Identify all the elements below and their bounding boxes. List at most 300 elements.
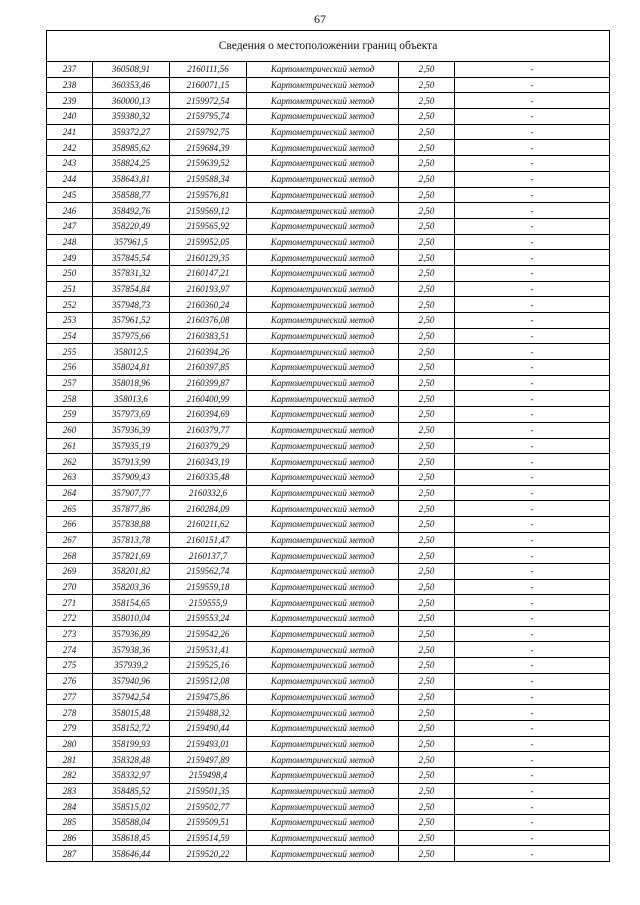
- accuracy-cell: 2,50: [399, 328, 455, 344]
- y-coordinate-cell: 2160399,87: [170, 375, 247, 391]
- y-coordinate-cell: 2160360,24: [170, 297, 247, 313]
- point-number-cell: 265: [47, 501, 93, 517]
- y-coordinate-cell: 2159531,41: [170, 642, 247, 658]
- y-coordinate-cell: 2159576,81: [170, 187, 247, 203]
- point-number-cell: 286: [47, 830, 93, 846]
- description-cell: -: [455, 422, 610, 438]
- accuracy-cell: 2,50: [399, 689, 455, 705]
- table-row: [47, 548, 610, 564]
- method-cell: Картометрический метод: [247, 265, 399, 281]
- table-row: [47, 234, 610, 250]
- method-cell: Картометрический метод: [247, 611, 399, 627]
- method-cell: Картометрический метод: [247, 579, 399, 595]
- table-row: [47, 673, 610, 689]
- description-cell: -: [455, 250, 610, 266]
- point-number-cell: 240: [47, 109, 93, 125]
- table-row: [47, 658, 610, 674]
- x-coordinate-cell: 358015,48: [93, 705, 170, 721]
- x-coordinate-cell: 357913,99: [93, 454, 170, 470]
- point-number-cell: 257: [47, 375, 93, 391]
- table-row: [47, 705, 610, 721]
- accuracy-cell: 2,50: [399, 783, 455, 799]
- accuracy-cell: 2,50: [399, 626, 455, 642]
- accuracy-cell: 2,50: [399, 77, 455, 93]
- method-cell: Картометрический метод: [247, 171, 399, 187]
- table-body: [47, 62, 610, 862]
- method-cell: Картометрический метод: [247, 595, 399, 611]
- description-cell: -: [455, 265, 610, 281]
- x-coordinate-cell: 358013,6: [93, 391, 170, 407]
- y-coordinate-cell: 2159542,26: [170, 626, 247, 642]
- description-cell: -: [455, 673, 610, 689]
- y-coordinate-cell: 2160400,99: [170, 391, 247, 407]
- accuracy-cell: 2,50: [399, 736, 455, 752]
- accuracy-cell: 2,50: [399, 454, 455, 470]
- y-coordinate-cell: 2160137,7: [170, 548, 247, 564]
- point-number-cell: 256: [47, 360, 93, 376]
- x-coordinate-cell: 357940,96: [93, 673, 170, 689]
- x-coordinate-cell: 358492,76: [93, 203, 170, 219]
- point-number-cell: 239: [47, 93, 93, 109]
- page-number: 67: [314, 12, 326, 26]
- point-number-cell: 276: [47, 673, 93, 689]
- method-cell: Картометрический метод: [247, 689, 399, 705]
- description-cell: -: [455, 815, 610, 831]
- point-number-cell: 258: [47, 391, 93, 407]
- y-coordinate-cell: 2160343,19: [170, 454, 247, 470]
- accuracy-cell: 2,50: [399, 62, 455, 78]
- y-coordinate-cell: 2159565,92: [170, 218, 247, 234]
- table-row: [47, 720, 610, 736]
- table-row: [47, 767, 610, 783]
- y-coordinate-cell: 2160211,62: [170, 516, 247, 532]
- method-cell: Картометрический метод: [247, 673, 399, 689]
- x-coordinate-cell: 358018,96: [93, 375, 170, 391]
- point-number-cell: 268: [47, 548, 93, 564]
- method-cell: Картометрический метод: [247, 281, 399, 297]
- y-coordinate-cell: 2159509,51: [170, 815, 247, 831]
- accuracy-cell: 2,50: [399, 234, 455, 250]
- method-cell: Картометрический метод: [247, 658, 399, 674]
- y-coordinate-cell: 2160193,97: [170, 281, 247, 297]
- table-row: [47, 736, 610, 752]
- table-row: [47, 579, 610, 595]
- method-cell: Картометрический метод: [247, 250, 399, 266]
- table-row: [47, 564, 610, 580]
- accuracy-cell: 2,50: [399, 391, 455, 407]
- table-row: [47, 93, 610, 109]
- point-number-cell: 243: [47, 156, 93, 172]
- x-coordinate-cell: 358201,82: [93, 564, 170, 580]
- accuracy-cell: 2,50: [399, 799, 455, 815]
- point-number-cell: 280: [47, 736, 93, 752]
- method-cell: Картометрический метод: [247, 77, 399, 93]
- accuracy-cell: 2,50: [399, 360, 455, 376]
- point-number-cell: 248: [47, 234, 93, 250]
- description-cell: -: [455, 705, 610, 721]
- x-coordinate-cell: 357909,43: [93, 469, 170, 485]
- x-coordinate-cell: 357838,88: [93, 516, 170, 532]
- accuracy-cell: 2,50: [399, 156, 455, 172]
- y-coordinate-cell: 2159512,08: [170, 673, 247, 689]
- y-coordinate-cell: 2159553,24: [170, 611, 247, 627]
- description-cell: -: [455, 140, 610, 156]
- method-cell: Картометрический метод: [247, 328, 399, 344]
- table-row: [47, 799, 610, 815]
- y-coordinate-cell: 2160332,6: [170, 485, 247, 501]
- table-row: [47, 124, 610, 140]
- table-row: [47, 642, 610, 658]
- point-number-cell: 259: [47, 407, 93, 423]
- point-number-cell: 247: [47, 218, 93, 234]
- table-row: [47, 783, 610, 799]
- point-number-cell: 270: [47, 579, 93, 595]
- y-coordinate-cell: 2159559,18: [170, 579, 247, 595]
- table-row: [47, 516, 610, 532]
- x-coordinate-cell: 358985,62: [93, 140, 170, 156]
- method-cell: Картометрический метод: [247, 156, 399, 172]
- accuracy-cell: 2,50: [399, 673, 455, 689]
- table-row: [47, 250, 610, 266]
- x-coordinate-cell: 357938,36: [93, 642, 170, 658]
- method-cell: Картометрический метод: [247, 375, 399, 391]
- method-cell: Картометрический метод: [247, 454, 399, 470]
- point-number-cell: 253: [47, 313, 93, 329]
- accuracy-cell: 2,50: [399, 203, 455, 219]
- accuracy-cell: 2,50: [399, 281, 455, 297]
- method-cell: Картометрический метод: [247, 422, 399, 438]
- description-cell: -: [455, 626, 610, 642]
- description-cell: -: [455, 124, 610, 140]
- x-coordinate-cell: 358646,44: [93, 846, 170, 862]
- description-cell: -: [455, 548, 610, 564]
- description-cell: -: [455, 611, 610, 627]
- table-row: [47, 595, 610, 611]
- table-row: [47, 815, 610, 831]
- method-cell: Картометрический метод: [247, 501, 399, 517]
- accuracy-cell: 2,50: [399, 375, 455, 391]
- table-row: [47, 265, 610, 281]
- description-cell: -: [455, 109, 610, 125]
- y-coordinate-cell: 2159525,16: [170, 658, 247, 674]
- point-number-cell: 284: [47, 799, 93, 815]
- method-cell: Картометрический метод: [247, 516, 399, 532]
- description-cell: -: [455, 501, 610, 517]
- x-coordinate-cell: 358203,36: [93, 579, 170, 595]
- point-number-cell: 261: [47, 438, 93, 454]
- boundary-coordinates-table: [46, 30, 610, 862]
- y-coordinate-cell: 2159502,77: [170, 799, 247, 815]
- x-coordinate-cell: 357975,66: [93, 328, 170, 344]
- accuracy-cell: 2,50: [399, 658, 455, 674]
- method-cell: Картометрический метод: [247, 124, 399, 140]
- table-title: Сведения о местоположении границ объекта: [47, 31, 610, 62]
- table-row: [47, 109, 610, 125]
- accuracy-cell: 2,50: [399, 815, 455, 831]
- accuracy-cell: 2,50: [399, 109, 455, 125]
- method-cell: Картометрический метод: [247, 203, 399, 219]
- accuracy-cell: 2,50: [399, 438, 455, 454]
- accuracy-cell: 2,50: [399, 564, 455, 580]
- point-number-cell: 287: [47, 846, 93, 862]
- method-cell: Картометрический метод: [247, 407, 399, 423]
- table-row: [47, 297, 610, 313]
- y-coordinate-cell: 2160383,51: [170, 328, 247, 344]
- x-coordinate-cell: 358328,48: [93, 752, 170, 768]
- y-coordinate-cell: 2159972,54: [170, 93, 247, 109]
- table-row: [47, 752, 610, 768]
- description-cell: -: [455, 375, 610, 391]
- description-cell: -: [455, 391, 610, 407]
- table-row: [47, 391, 610, 407]
- table-row: [47, 407, 610, 423]
- accuracy-cell: 2,50: [399, 579, 455, 595]
- table-row: [47, 281, 610, 297]
- method-cell: Картометрический метод: [247, 313, 399, 329]
- method-cell: Картометрический метод: [247, 360, 399, 376]
- method-cell: Картометрический метод: [247, 218, 399, 234]
- description-cell: -: [455, 328, 610, 344]
- table-row: [47, 454, 610, 470]
- y-coordinate-cell: 2159475,86: [170, 689, 247, 705]
- accuracy-cell: 2,50: [399, 705, 455, 721]
- accuracy-cell: 2,50: [399, 846, 455, 862]
- accuracy-cell: 2,50: [399, 187, 455, 203]
- method-cell: Картометрический метод: [247, 187, 399, 203]
- accuracy-cell: 2,50: [399, 344, 455, 360]
- method-cell: Картометрический метод: [247, 532, 399, 548]
- table-row: [47, 360, 610, 376]
- description-cell: -: [455, 438, 610, 454]
- table-row: [47, 218, 610, 234]
- description-cell: -: [455, 564, 610, 580]
- point-number-cell: 237: [47, 62, 93, 78]
- point-number-cell: 263: [47, 469, 93, 485]
- point-number-cell: 283: [47, 783, 93, 799]
- description-cell: -: [455, 485, 610, 501]
- y-coordinate-cell: 2160397,85: [170, 360, 247, 376]
- method-cell: Картометрический метод: [247, 469, 399, 485]
- accuracy-cell: 2,50: [399, 124, 455, 140]
- description-cell: -: [455, 454, 610, 470]
- method-cell: Картометрический метод: [247, 548, 399, 564]
- x-coordinate-cell: 358588,04: [93, 815, 170, 831]
- y-coordinate-cell: 2160151,47: [170, 532, 247, 548]
- accuracy-cell: 2,50: [399, 171, 455, 187]
- description-cell: -: [455, 752, 610, 768]
- y-coordinate-cell: 2159490,44: [170, 720, 247, 736]
- y-coordinate-cell: 2160284,09: [170, 501, 247, 517]
- method-cell: Картометрический метод: [247, 93, 399, 109]
- x-coordinate-cell: 359380,32: [93, 109, 170, 125]
- x-coordinate-cell: 357935,19: [93, 438, 170, 454]
- method-cell: Картометрический метод: [247, 846, 399, 862]
- table-row: [47, 187, 610, 203]
- description-cell: -: [455, 579, 610, 595]
- description-cell: -: [455, 736, 610, 752]
- accuracy-cell: 2,50: [399, 313, 455, 329]
- point-number-cell: 269: [47, 564, 93, 580]
- point-number-cell: 277: [47, 689, 93, 705]
- accuracy-cell: 2,50: [399, 548, 455, 564]
- table-row: [47, 375, 610, 391]
- accuracy-cell: 2,50: [399, 642, 455, 658]
- x-coordinate-cell: 358024,81: [93, 360, 170, 376]
- description-cell: -: [455, 360, 610, 376]
- method-cell: Картометрический метод: [247, 752, 399, 768]
- y-coordinate-cell: 2159569,12: [170, 203, 247, 219]
- method-cell: Картометрический метод: [247, 564, 399, 580]
- point-number-cell: 281: [47, 752, 93, 768]
- y-coordinate-cell: 2160394,69: [170, 407, 247, 423]
- description-cell: -: [455, 783, 610, 799]
- point-number-cell: 278: [47, 705, 93, 721]
- y-coordinate-cell: 2159514,59: [170, 830, 247, 846]
- point-number-cell: 272: [47, 611, 93, 627]
- description-cell: -: [455, 516, 610, 532]
- description-cell: -: [455, 156, 610, 172]
- description-cell: -: [455, 171, 610, 187]
- method-cell: Картометрический метод: [247, 109, 399, 125]
- table-row: [47, 485, 610, 501]
- y-coordinate-cell: 2160335,48: [170, 469, 247, 485]
- x-coordinate-cell: 358012,5: [93, 344, 170, 360]
- accuracy-cell: 2,50: [399, 265, 455, 281]
- x-coordinate-cell: 360000,13: [93, 93, 170, 109]
- x-coordinate-cell: 357936,39: [93, 422, 170, 438]
- accuracy-cell: 2,50: [399, 767, 455, 783]
- table-row: [47, 140, 610, 156]
- description-cell: -: [455, 469, 610, 485]
- table-row: [47, 846, 610, 862]
- description-cell: -: [455, 234, 610, 250]
- description-cell: -: [455, 187, 610, 203]
- y-coordinate-cell: 2159952,05: [170, 234, 247, 250]
- table-row: [47, 689, 610, 705]
- point-number-cell: 267: [47, 532, 93, 548]
- boundary-table-container: [46, 30, 609, 862]
- point-number-cell: 273: [47, 626, 93, 642]
- y-coordinate-cell: 2160376,08: [170, 313, 247, 329]
- accuracy-cell: 2,50: [399, 250, 455, 266]
- x-coordinate-cell: 357939,2: [93, 658, 170, 674]
- x-coordinate-cell: 358824,25: [93, 156, 170, 172]
- method-cell: Картометрический метод: [247, 783, 399, 799]
- y-coordinate-cell: 2160071,15: [170, 77, 247, 93]
- accuracy-cell: 2,50: [399, 752, 455, 768]
- y-coordinate-cell: 2159795,74: [170, 109, 247, 125]
- y-coordinate-cell: 2160379,77: [170, 422, 247, 438]
- method-cell: Картометрический метод: [247, 830, 399, 846]
- method-cell: Картометрический метод: [247, 344, 399, 360]
- description-cell: -: [455, 658, 610, 674]
- y-coordinate-cell: 2159488,32: [170, 705, 247, 721]
- x-coordinate-cell: 358332,97: [93, 767, 170, 783]
- table-row: [47, 203, 610, 219]
- x-coordinate-cell: 358643,81: [93, 171, 170, 187]
- point-number-cell: 242: [47, 140, 93, 156]
- method-cell: Картометрический метод: [247, 140, 399, 156]
- description-cell: -: [455, 218, 610, 234]
- table-row: [47, 171, 610, 187]
- point-number-cell: 271: [47, 595, 93, 611]
- y-coordinate-cell: 2159497,89: [170, 752, 247, 768]
- x-coordinate-cell: 357948,73: [93, 297, 170, 313]
- point-number-cell: 255: [47, 344, 93, 360]
- accuracy-cell: 2,50: [399, 218, 455, 234]
- point-number-cell: 264: [47, 485, 93, 501]
- x-coordinate-cell: 358199,93: [93, 736, 170, 752]
- y-coordinate-cell: 2159792,75: [170, 124, 247, 140]
- description-cell: -: [455, 407, 610, 423]
- x-coordinate-cell: 357973,69: [93, 407, 170, 423]
- accuracy-cell: 2,50: [399, 93, 455, 109]
- point-number-cell: 282: [47, 767, 93, 783]
- y-coordinate-cell: 2159520,22: [170, 846, 247, 862]
- accuracy-cell: 2,50: [399, 516, 455, 532]
- x-coordinate-cell: 357854,84: [93, 281, 170, 297]
- point-number-cell: 279: [47, 720, 93, 736]
- description-cell: -: [455, 642, 610, 658]
- point-number-cell: 275: [47, 658, 93, 674]
- description-cell: -: [455, 767, 610, 783]
- point-number-cell: 241: [47, 124, 93, 140]
- y-coordinate-cell: 2159562,74: [170, 564, 247, 580]
- method-cell: Картометрический метод: [247, 642, 399, 658]
- method-cell: Картометрический метод: [247, 62, 399, 78]
- description-cell: -: [455, 281, 610, 297]
- method-cell: Картометрический метод: [247, 799, 399, 815]
- accuracy-cell: 2,50: [399, 140, 455, 156]
- table-row: [47, 77, 610, 93]
- point-number-cell: 262: [47, 454, 93, 470]
- accuracy-cell: 2,50: [399, 830, 455, 846]
- x-coordinate-cell: 359372,27: [93, 124, 170, 140]
- y-coordinate-cell: 2160111,56: [170, 62, 247, 78]
- y-coordinate-cell: 2159588,34: [170, 171, 247, 187]
- x-coordinate-cell: 358152,72: [93, 720, 170, 736]
- description-cell: -: [455, 532, 610, 548]
- point-number-cell: 252: [47, 297, 93, 313]
- accuracy-cell: 2,50: [399, 501, 455, 517]
- table-row: [47, 62, 610, 78]
- table-row: [47, 830, 610, 846]
- method-cell: Картометрический метод: [247, 815, 399, 831]
- accuracy-cell: 2,50: [399, 469, 455, 485]
- x-coordinate-cell: 358515,02: [93, 799, 170, 815]
- y-coordinate-cell: 2159639,52: [170, 156, 247, 172]
- table-row: [47, 501, 610, 517]
- table-row: [47, 438, 610, 454]
- table-row: [47, 626, 610, 642]
- description-cell: -: [455, 313, 610, 329]
- description-cell: -: [455, 595, 610, 611]
- x-coordinate-cell: 360508,91: [93, 62, 170, 78]
- point-number-cell: 260: [47, 422, 93, 438]
- point-number-cell: 250: [47, 265, 93, 281]
- description-cell: -: [455, 62, 610, 78]
- x-coordinate-cell: 358618,45: [93, 830, 170, 846]
- method-cell: Картометрический метод: [247, 767, 399, 783]
- method-cell: Картометрический метод: [247, 297, 399, 313]
- x-coordinate-cell: 358588,77: [93, 187, 170, 203]
- x-coordinate-cell: 357936,89: [93, 626, 170, 642]
- y-coordinate-cell: 2160394,26: [170, 344, 247, 360]
- accuracy-cell: 2,50: [399, 485, 455, 501]
- table-row: [47, 532, 610, 548]
- description-cell: -: [455, 77, 610, 93]
- description-cell: -: [455, 830, 610, 846]
